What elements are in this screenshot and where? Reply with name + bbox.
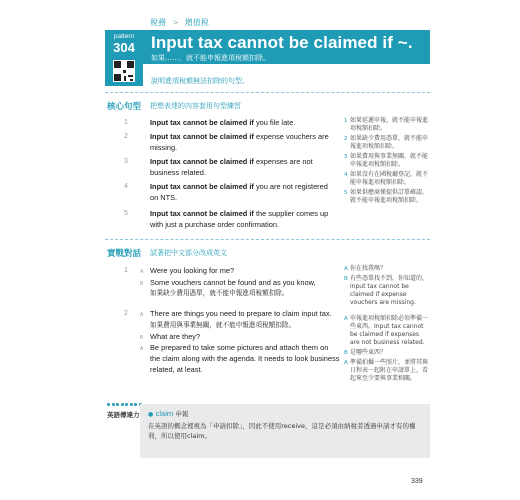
translation-item bbox=[344, 171, 430, 187]
translation-text: 如果沒有在國稅廳登記，就不能申報進項稅額扣除。 bbox=[350, 171, 429, 186]
speaker-label: A bbox=[140, 312, 144, 318]
sentence-rest: the supplier comes up with just a purchase order confirmation. bbox=[150, 209, 329, 229]
speaker-marker: A bbox=[344, 360, 348, 366]
dialogue-line bbox=[150, 308, 340, 331]
speaker-label: B bbox=[140, 281, 144, 287]
keyword-zh: 申報 bbox=[175, 410, 189, 418]
pattern-label: pattern bbox=[113, 33, 135, 40]
sentence-rest: expense vouchers are missing. bbox=[150, 132, 329, 152]
number-marker: 1 bbox=[344, 118, 348, 124]
pattern-phrase: Input tax cannot be claimed if bbox=[150, 132, 254, 141]
sentence-rest: expenses are not business related. bbox=[150, 157, 313, 177]
speaker-label: A bbox=[140, 346, 144, 352]
pattern-sentence bbox=[150, 156, 338, 178]
qr-code-icon[interactable] bbox=[113, 60, 135, 82]
translation-text: 如果供應商僅提供訂單確認，就不能申報進項稅額扣除。 bbox=[350, 189, 429, 204]
number-marker: 3 bbox=[344, 154, 348, 160]
item-number: 3 bbox=[124, 158, 128, 165]
pattern-practice-title: 核心句型 bbox=[107, 102, 142, 112]
decorative-dots bbox=[107, 403, 142, 406]
pattern-phrase: Input tax cannot be claimed if bbox=[150, 118, 254, 127]
pattern-practice-subtitle: 把想表達的內容套用句型練習 bbox=[150, 102, 241, 110]
note-label: 英語傳達力 bbox=[107, 411, 140, 419]
number-marker: 2 bbox=[344, 136, 348, 142]
breadcrumb-item[interactable]: 增值稅 bbox=[184, 18, 209, 27]
breadcrumb bbox=[150, 17, 209, 28]
speaker-label: B bbox=[140, 335, 144, 341]
pattern-phrase: Input tax cannot be claimed if bbox=[150, 157, 254, 166]
sentence-rest: you are not registered on NTS. bbox=[150, 182, 328, 202]
pattern-sentence bbox=[150, 181, 338, 203]
pattern-sentence bbox=[150, 131, 338, 153]
translation-text: 如果費用與事業無關，就不能申報進項稅額扣除。 bbox=[350, 153, 429, 168]
translation-text: 有些憑單找不到，你知道的， input tax cannot be claimed if expense vouchers are missing. bbox=[350, 275, 429, 306]
item-number: 2 bbox=[124, 133, 128, 140]
dialogue-en: Some vouchers cannot be found and as you know, bbox=[150, 278, 316, 287]
translation-text: 準備拍攝一些照片，並將其與日程表一起附在申請單上，看起來至少要與事業相關。 bbox=[350, 359, 429, 382]
note-keyword bbox=[148, 409, 189, 418]
dialogue-line: What are they? bbox=[150, 332, 201, 341]
item-number: 1 bbox=[124, 119, 128, 126]
page-title: Input tax cannot be claimed if ~. bbox=[151, 33, 413, 52]
item-number: 4 bbox=[124, 183, 128, 190]
page-number: 339 bbox=[411, 478, 423, 485]
dialogue-en: There are things you need to prepare to claim input tax. bbox=[150, 309, 332, 318]
number-marker: 4 bbox=[344, 172, 348, 178]
breadcrumb-item[interactable]: 稅務 bbox=[150, 18, 166, 27]
pattern-description: 說明進項稅額無法扣除的句型。 bbox=[151, 77, 249, 85]
pattern-badge bbox=[105, 30, 143, 86]
dialogue-translations-1 bbox=[344, 265, 430, 309]
translation-item bbox=[344, 349, 430, 357]
pattern-translations bbox=[344, 117, 430, 207]
pattern-phrase: Input tax cannot be claimed if bbox=[150, 182, 254, 191]
translation-item bbox=[344, 189, 430, 205]
speaker-marker: A bbox=[344, 266, 348, 272]
dialogue-line bbox=[150, 277, 340, 299]
translation-item bbox=[344, 135, 430, 151]
number-marker: 5 bbox=[344, 190, 348, 196]
item-number: 2 bbox=[124, 310, 128, 317]
translation-item bbox=[344, 265, 430, 273]
divider bbox=[105, 92, 430, 93]
chevron-right-icon: > bbox=[172, 18, 179, 27]
speaker-marker: B bbox=[344, 276, 348, 282]
dialogue-subtitle: 試著把中文部分改成英文 bbox=[150, 249, 227, 257]
pattern-number: 304 bbox=[113, 40, 135, 55]
dialogue-line: Were you looking for me? bbox=[150, 266, 235, 275]
translation-item bbox=[344, 153, 430, 169]
translation-item bbox=[344, 315, 430, 347]
speaker-marker: A bbox=[344, 316, 348, 322]
sentence-rest: you file late. bbox=[253, 118, 296, 127]
speaker-marker: B bbox=[344, 350, 348, 356]
dialogue-zh-blank: 如果費用與事業無關，就不能申報進項稅額扣除。 bbox=[150, 321, 296, 329]
pattern-sentence bbox=[150, 208, 338, 230]
translation-text: 是哪些東西？ bbox=[350, 349, 387, 356]
dialogue-translations-2 bbox=[344, 315, 430, 385]
speaker-label: A bbox=[140, 269, 144, 275]
note-text: 在英語的概念裡視為「申請扣除」，因此不使用receive，這是必須由納稅者透過申請才有的權利，所以使用claim。 bbox=[148, 422, 416, 440]
translation-text: 申報進項稅額扣除必須準備一些東西。Input tax cannot be claimed if expenses are not business related. bbox=[350, 315, 429, 346]
pattern-sentence bbox=[150, 117, 338, 128]
translation-text: 你在找我嗎？ bbox=[350, 265, 387, 272]
item-number: 5 bbox=[124, 210, 128, 217]
keyword-en: claim bbox=[155, 409, 174, 418]
translation-item bbox=[344, 359, 430, 383]
dialogue-zh-blank: 如果缺少費用憑單，就不能申報進項稅額扣除。 bbox=[150, 289, 289, 297]
dialogue-line: Be prepared to take some pictures and attach them on the claim along with the agenda. It needs to look business related, at least. bbox=[150, 343, 340, 374]
translation-item bbox=[344, 275, 430, 307]
divider bbox=[105, 239, 430, 240]
bullet-icon: ● bbox=[148, 411, 154, 418]
translation-text: 如果延遲申報，就不能申報進項稅額扣除。 bbox=[350, 117, 429, 132]
translation-item bbox=[344, 117, 430, 133]
pattern-phrase: Input tax cannot be claimed if bbox=[150, 209, 254, 218]
page-subtitle: 如果……，就不能申報進項稅額扣除。 bbox=[151, 54, 270, 62]
translation-text: 如果缺少費用憑單，就不能申報進項稅額扣除。 bbox=[350, 135, 429, 150]
item-number: 1 bbox=[124, 267, 128, 274]
dialogue-title: 實戰對話 bbox=[107, 249, 142, 259]
